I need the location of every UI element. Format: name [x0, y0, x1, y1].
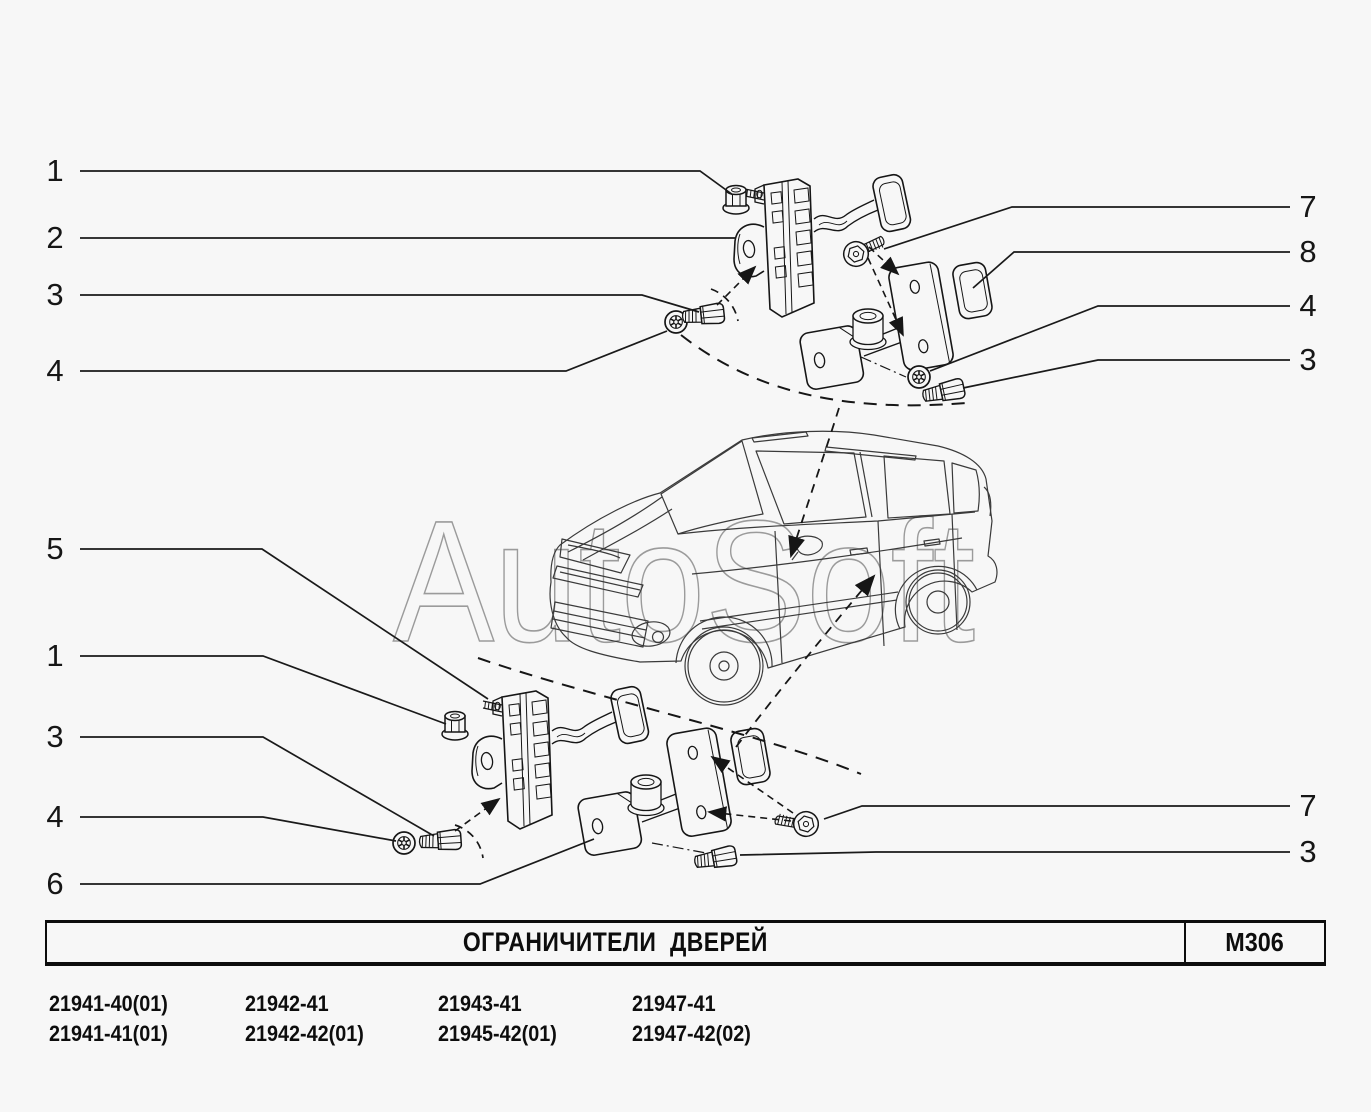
hex-bolt-top-left — [682, 303, 725, 327]
part-number: 21941-41(01) — [49, 1021, 168, 1046]
callout-top-right-7: 7 — [1299, 189, 1317, 224]
callout-top-left-4: 4 — [46, 353, 64, 388]
part-number-list — [49, 989, 802, 1049]
flange-bolt-top — [841, 233, 889, 270]
star-washer-bottom — [393, 832, 415, 854]
callout-bottom-left-5: 5 — [46, 531, 64, 566]
part-number: 21947-41 — [632, 991, 716, 1016]
plate-table — [45, 920, 1326, 966]
door-limiter-rear-top — [799, 261, 994, 391]
callout-top-left-1: 1 — [46, 153, 64, 188]
callout-bottom-left-6: 6 — [46, 866, 64, 901]
callout-top-left-3: 3 — [46, 277, 64, 312]
plate-code: M306 — [1225, 927, 1285, 957]
door-limiter-rear-bottom — [577, 727, 772, 857]
callout-bottom-left-3: 3 — [46, 719, 64, 754]
callout-top-right-3: 3 — [1299, 342, 1317, 377]
flange-nut-bottom — [442, 712, 468, 741]
plate-title: ОГРАНИЧИТЕЛИ ДВЕРЕЙ — [463, 927, 768, 957]
watermark-text: AutoSoft — [393, 484, 975, 678]
part-number: 21945-42(01) — [438, 1021, 557, 1046]
star-washer-top-right — [908, 366, 930, 388]
hex-bolt-bottom-right — [693, 845, 737, 872]
hex-bolt-bottom-left — [419, 829, 462, 852]
callout-bottom-left-1: 1 — [46, 638, 64, 673]
car-roof-rails — [752, 432, 916, 460]
callout-top-left-2: 2 — [46, 220, 64, 255]
part-number-column — [245, 989, 438, 1049]
plate-title-cell — [47, 923, 1186, 962]
part-number: 21942-42(01) — [245, 1021, 364, 1046]
callout-bottom-right-7: 7 — [1299, 788, 1317, 823]
part-number-column — [632, 989, 802, 1049]
callout-top-right-4: 4 — [1299, 288, 1317, 323]
part-number-column — [438, 989, 632, 1049]
part-number-column — [49, 989, 245, 1049]
part-number: 21943-41 — [438, 991, 522, 1016]
part-number: 21942-41 — [245, 991, 329, 1016]
front-door-limiter-assembly-bottom — [393, 685, 821, 872]
callout-top-right-8: 8 — [1299, 234, 1317, 269]
callout-bottom-left-4: 4 — [46, 799, 64, 834]
part-number: 21941-40(01) — [49, 991, 168, 1016]
flange-bolt-bottom — [773, 803, 821, 839]
callout-bottom-right-3: 3 — [1299, 834, 1317, 869]
plate-code-cell — [1186, 923, 1324, 962]
part-number: 21947-42(02) — [632, 1021, 751, 1046]
